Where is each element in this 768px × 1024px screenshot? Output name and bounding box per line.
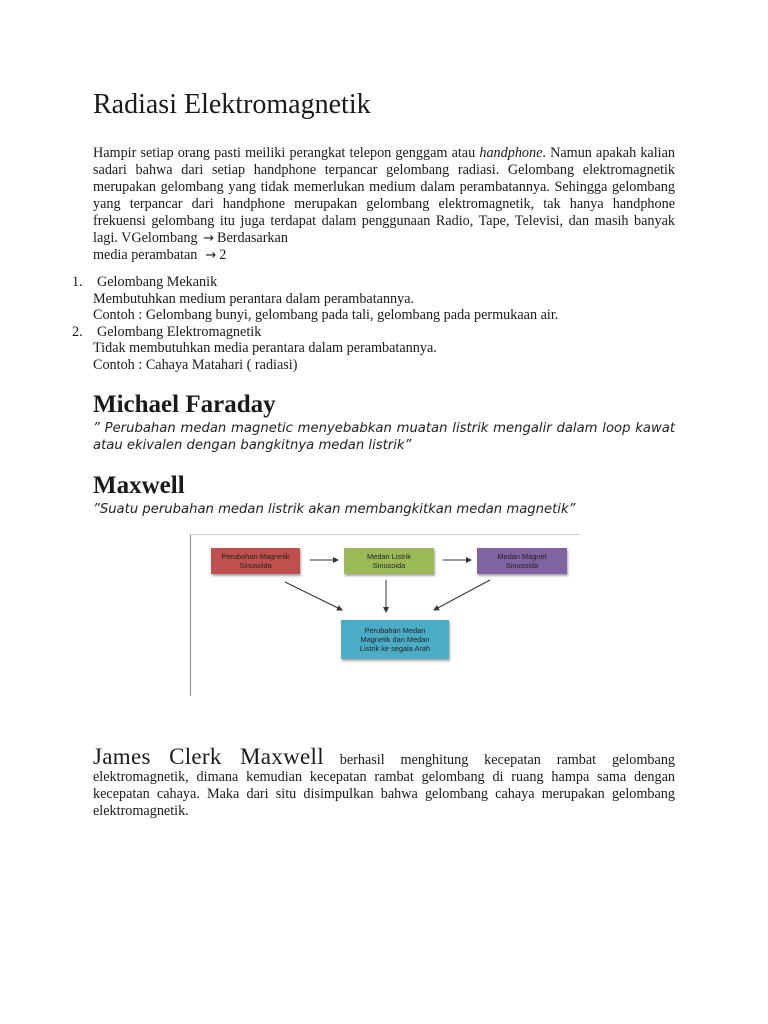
- list-desc: Membutuhkan medium perantara dalam perambatannya.: [93, 290, 415, 307]
- diagram-box-magnetic-field: [477, 548, 567, 574]
- page-title: Radiasi Elektromagnetik: [93, 89, 371, 120]
- diagram-box-magnetic-change: [211, 548, 300, 574]
- james-maxwell-name: James Clerk Maxwell: [93, 744, 324, 769]
- intro-last-line: [93, 247, 675, 265]
- arrow-line: [285, 582, 342, 610]
- faraday-quote: ” Perubahan medan magnetic menyebabkan muatan listrik mengalir dalam loop kawat atau ekivalen dengan bangkitnya medan listrik”: [93, 421, 675, 453]
- wave-type-list: [72, 274, 692, 373]
- intro-text-5: 2: [219, 247, 227, 264]
- arrow-line: [434, 580, 490, 610]
- maxwell-heading: Maxwell: [93, 472, 185, 499]
- intro-paragraph: [93, 145, 675, 265]
- list-item: [72, 274, 692, 291]
- box-line: Magnetik dan Medan: [360, 635, 430, 644]
- list-desc: Tidak membutuhkan media perantara dalam perambatannya.: [93, 340, 437, 356]
- intro-text-4: media perambatan: [93, 247, 198, 264]
- list-number: 1.: [72, 274, 83, 290]
- right-arrow-icon: →: [203, 230, 215, 246]
- intro-text-1: Hampir setiap orang pasti meiliki perangkat telepon genggam atau: [93, 145, 476, 161]
- list-item: [72, 324, 692, 341]
- list-heading: Gelombang Mekanik: [97, 274, 218, 290]
- box-line: Medan Listrik: [367, 552, 411, 561]
- intro-text-2: . Namun apakah kalian sadari bahwa dari setiap handphone terpancar gelombang radiasi. Gelombang elektromagnetik merupakan gelombang yang tidak memerlukan medium dalam perambatannya. Sehingga gelombang yang terpancar dari handphone merupakan gelombang elektromagnetik, tak hanya handphone frekuensi gelombang itu juga terdapat dalam penggunaan Radio, Tape, Televisi, dan masih banyak lagi. VGelombang: [93, 145, 676, 246]
- box-line: Sinusoida: [505, 561, 539, 570]
- maxwell-quote: ”Suatu perubahan medan listrik akan membangkitkan medan magnetik”: [93, 502, 576, 517]
- intro-italic-word: handphone: [479, 145, 543, 161]
- box-line: Sinusoida: [372, 561, 406, 570]
- right-arrow-icon: →: [205, 248, 217, 264]
- diagram-box-result: [341, 620, 449, 659]
- list-heading: Gelombang Elektromagnetik: [97, 323, 262, 340]
- faraday-heading: Michael Faraday: [93, 391, 276, 418]
- box-line: Perubahan Medan: [364, 626, 426, 635]
- field-diagram: [190, 534, 580, 696]
- list-example: Contoh : Cahaya Matahari ( radiasi): [93, 356, 298, 373]
- box-line: Medan Magnet: [497, 552, 547, 561]
- list-number: 2.: [72, 323, 83, 340]
- list-example: Contoh : Gelombang bunyi, gelombang pada tali, gelombang pada permukaan air.: [93, 307, 559, 323]
- maxwell-paragraph-text: berhasil menghitung kecepatan rambat gelombang elektromagnetik, dimana kemudian kecepatan rambat gelombang di ruang hampa sama dengan kecepatan cahaya. Maka dari situ disimpulkan bahwa gelombang cahaya merupakan gelombang elektromagnetik.: [93, 752, 676, 819]
- box-line: Listrik ke segala Arah: [359, 644, 431, 653]
- diagram-box-electric-field: [344, 548, 434, 574]
- intro-text-3: Berdasarkan: [217, 229, 288, 246]
- box-line: Perubahan Magnetik: [221, 552, 290, 561]
- maxwell-paragraph: [93, 744, 676, 820]
- box-line: Sinusoida: [239, 561, 272, 570]
